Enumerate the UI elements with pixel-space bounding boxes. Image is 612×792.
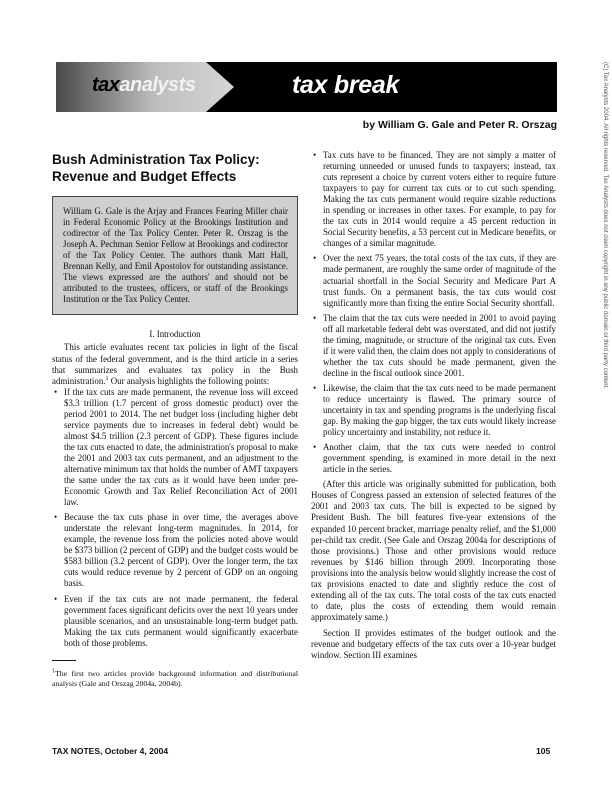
list-item bbox=[52, 387, 298, 509]
list-item bbox=[52, 594, 298, 649]
logo-part-analysts: analysts bbox=[119, 74, 196, 96]
list-item bbox=[311, 383, 556, 438]
footnote bbox=[52, 669, 298, 689]
bullet-icon: • bbox=[313, 253, 317, 264]
list-item-text: Over the next 75 years, the total costs of the tax cuts, if they are made permanent, are roughly the same order of magnitude of the actuarial shortfall in the Social Security and Medicare Part A trust funds. On a permanent basis, the tax cuts would cost significantly more than fixing the entire Social Security shortfall. bbox=[323, 253, 556, 308]
list-item-text: Because the tax cuts phase in over time, the averages above understate the relevant long-term magnitudes. In 2014, for example, the revenue loss from the policies noted above would be $373 billion (2 percent of GDP) and the budget costs would be $583 billion (3.2 percent of GDP). Over the longer term, the tax cuts would reduce revenue by 2 percent of GDP on an ongoing basis. bbox=[64, 512, 298, 589]
list-item bbox=[311, 313, 556, 379]
bullet-icon: • bbox=[54, 593, 58, 604]
footnote-marker: 1 bbox=[105, 375, 109, 382]
right-bullet-list bbox=[311, 150, 556, 475]
list-item bbox=[311, 253, 556, 308]
bullet-icon: • bbox=[313, 442, 317, 453]
body-paragraph: (After this article was originally submitted for publication, both Houses of Congress passed an extension of selected features of the 2001 and 2003 tax cuts. The bill is expected to be signed by President Bush. The bill features five-year extensions of the expanded 10 percent bracket, marriage penalty relief, and the $1,000 per-child tax credit. (See Gale and Orszag 2004a for descriptions of those provisions.) Those and other provisions would reduce revenues by $146 billion through 2009. Incorporating those provisions into the analysis below would slightly increase the cost of tax provisions enacted to date and slightly reduce the cost of extending all of the tax cuts. The total costs of the tax cuts enacted to date, plus the costs of extending them would remain approximately same.) bbox=[311, 479, 556, 622]
column-title: tax break bbox=[292, 71, 400, 99]
list-item-text: Likewise, the claim that the tax cuts need to be made permanent to reduce uncertainty is flawed. The primary source of uncertainty in tax and spending programs is the underlying fiscal gap. By making the gap bigger, the tax cuts would likely increase policy uncertainty and instability, not reduce it. bbox=[323, 382, 556, 438]
list-item bbox=[311, 150, 556, 249]
footnote-text: The first two articles provide background information and distributional analysis (Gale and Orszag 2004a, 2004b). bbox=[52, 669, 298, 688]
list-item bbox=[52, 512, 298, 589]
article-title: Bush Administration Tax Policy: Revenue and Budget Effects bbox=[52, 152, 260, 184]
byline: by William G. Gale and Peter R. Orszag bbox=[362, 119, 557, 131]
left-bullet-list bbox=[52, 387, 298, 649]
body-paragraph: Section II provides estimates of the budget outlook and the revenue and budgetary effects of the tax cuts over a 10-year budget window. Section III examines bbox=[311, 627, 556, 661]
bullet-icon: • bbox=[313, 382, 317, 393]
copyright-notice: (C) Tax Analysts 2004. All rights reserved. Tax Analysts does not claim copyright in any public domain or third party content. bbox=[602, 62, 608, 389]
list-item-text: If the tax cuts are made permanent, the revenue loss will exceed $3.3 trillion (1.7 percent of gross domestic product) over the period 2001 to 2014. The net budget loss (including higher debt service payments due to increases in federal debt) would be almost $4.5 trillion (2.3 percent of GDP). These figures include the tax cuts enacted to date, the administration's proposal to make the 2001 and 2003 tax cuts permanent, and an adjustment to the alternative minimum tax that holds the number of AMT taxpayers the same under the tax cuts as it would have been under pre-Economic Growth and Tax Relief Reconciliation Act of 2001 law. bbox=[64, 386, 298, 508]
section-heading: I. Introduction bbox=[149, 329, 201, 340]
footnote-number: 1 bbox=[52, 668, 55, 675]
list-item-text: The claim that the tax cuts were needed in 2001 to avoid paying off all marketable federal debt was overstated, and did not justify the timing, magnitude, or structure of the original tax cuts. Even if it were valid then, the claim does not apply to considerations of whether the tax cuts should be made permanent, given the decline in the fiscal outlook since 2001. bbox=[323, 312, 556, 378]
list-item-text: Tax cuts have to be financed. They are not simply a matter of returning unneeded or unused funds to taxpayers; instead, tax cuts represent a choice by current voters either to require future taxpayers to pay for current tax cuts or to cut such spending. Making the tax cuts permanent would require sizable reductions in spending or increases in other taxes. For example, to pay for the tax cuts in 2014 would require a 45 percent reduction in Social Security benefits, a 53 percent cut in Medicare benefits, or changes of a similar magnitude. bbox=[323, 150, 556, 249]
bullet-icon: • bbox=[54, 512, 58, 523]
page-number: 105 bbox=[536, 746, 551, 756]
bullet-icon: • bbox=[313, 150, 317, 160]
intro-text-after: Our analysis highlights the following points: bbox=[108, 375, 270, 386]
intro-text: This article evaluates recent tax policies in light of the fiscal status of the federal government, and is the third article in a series that summarizes and evaluates tax policy in the Bush administration. bbox=[52, 342, 298, 386]
left-column bbox=[52, 152, 298, 653]
footnote-rule bbox=[52, 660, 76, 661]
tax-analysts-logo bbox=[92, 74, 195, 97]
list-item-text: Another claim, that the tax cuts were needed to control government spending, is examined in more detail in the next article in the series. bbox=[323, 442, 556, 475]
list-item-text: Even if the tax cuts are not made permanent, the federal government faces significant deficits over the next 10 years under plausible scenarios, and an unsustainable long-term budget path. Making the tax cuts permanent would significantly exacerbate both of those problems. bbox=[64, 593, 298, 648]
list-item bbox=[311, 442, 556, 475]
right-column bbox=[311, 150, 556, 661]
author-info-box: William G. Gale is the Arjay and Frances Fearing Miller chair in Federal Economic Policy at the Brookings Institution and codirector of the Tax Policy Center. Peter R. Orszag is the Joseph A. Pechman Senior Fellow at Brookings and codirector of the Tax Policy Center. The authors thank Matt Hall, Brennan Kelly, and Emil Apostolov for outstanding assistance. The views expressed are the authors' and should not be attributed to the trustees, officers, or staff of the Brookings Institution or the Tax Policy Center. bbox=[52, 196, 298, 315]
bullet-icon: • bbox=[54, 386, 58, 397]
footer-journal-date: TAX NOTES, October 4, 2004 bbox=[52, 746, 169, 756]
bullet-icon: • bbox=[313, 312, 317, 323]
header-banner bbox=[56, 62, 557, 112]
intro-paragraph bbox=[52, 342, 298, 386]
logo-part-tax: tax bbox=[92, 74, 120, 96]
